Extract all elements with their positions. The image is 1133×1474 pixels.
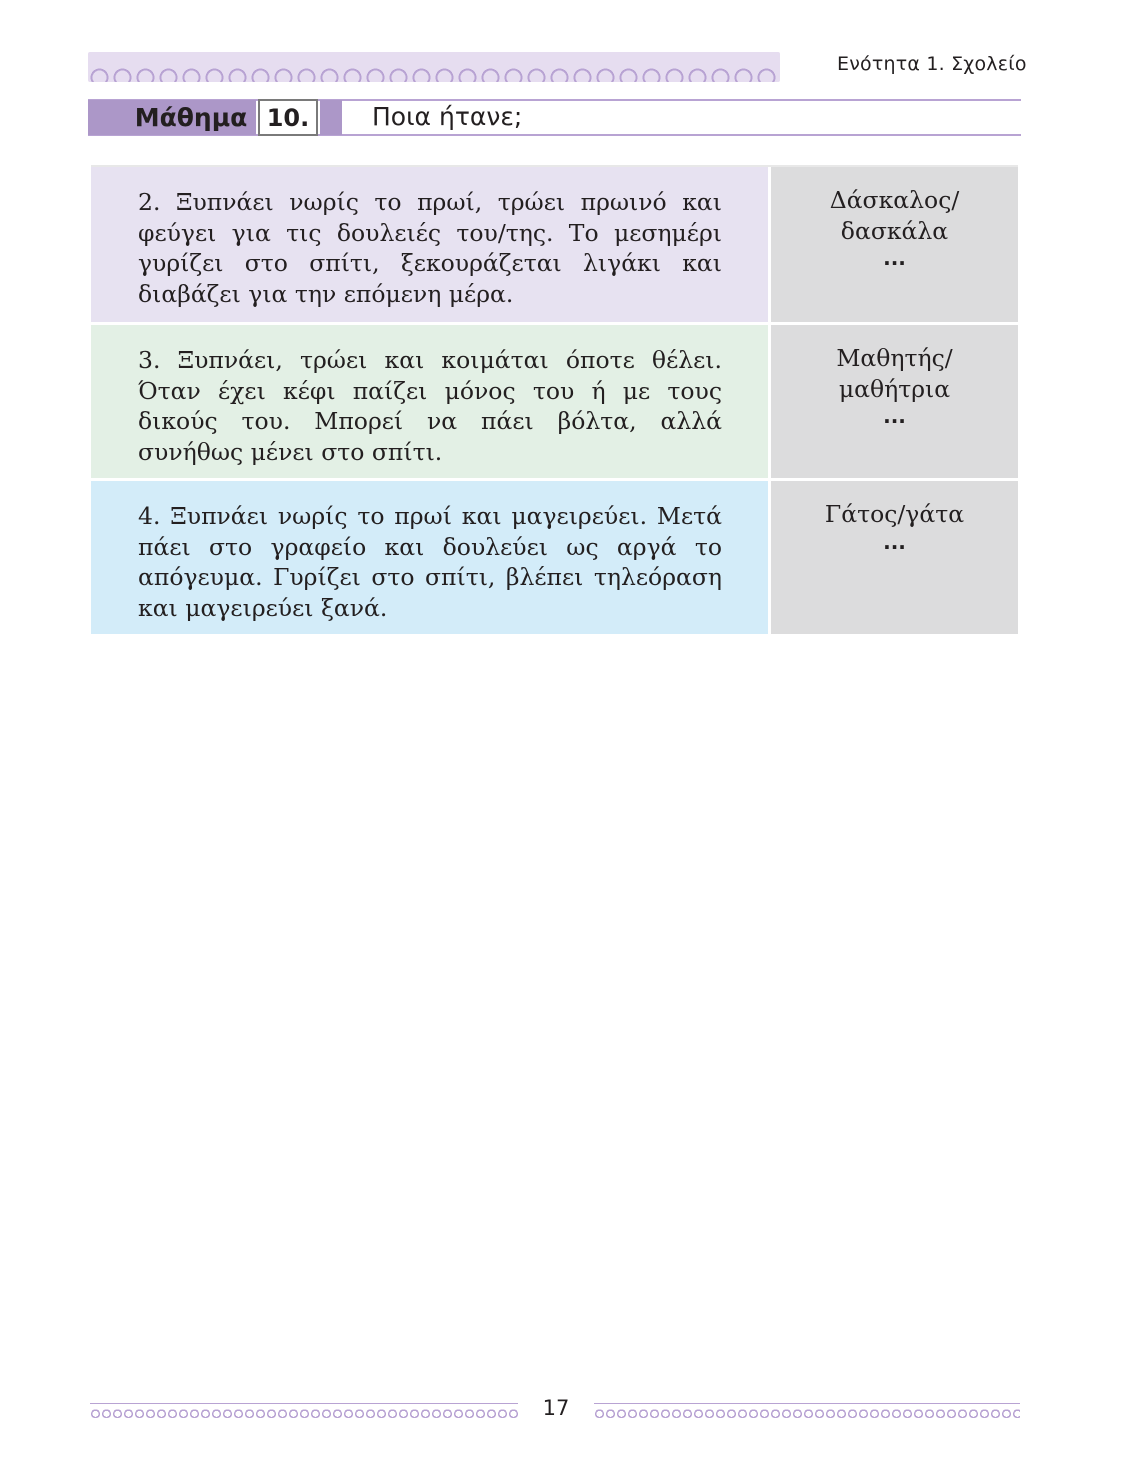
description-cell: 4. Ξυπνάει νωρίς το πρωί και μαγειρεύει. Μετά πάει στο γραφείο και δουλεύει ως αργά το απόγευμα. Γυρίζει στο σπίτι, βλέπει τηλεόραση και μαγειρεύει ξανά. <box>91 481 771 634</box>
lesson-bar-accent <box>320 100 342 135</box>
unit-label: Ενότητα 1. Σχολείο <box>837 53 1027 75</box>
description-cell: 2. Ξυπνάει νωρίς το πρωί, τρώει πρωινό και φεύγει για τις δουλειές του/της. Το μεσημέρι γυρίζει στο σπίτι, ξεκουράζεται λιγάκι και διαβάζει για την επόμενη μέρα. <box>91 167 771 322</box>
answer-cell <box>771 481 1018 634</box>
table-row <box>91 481 1018 637</box>
answer-line: Μαθητής/ <box>836 344 953 372</box>
exercise-table <box>91 165 1018 637</box>
answer-line: Δάσκαλος/ <box>829 186 960 214</box>
answer-cell <box>771 167 1018 322</box>
lesson-label-box <box>88 100 256 135</box>
footer-wave-border-right <box>594 1403 1020 1418</box>
answer-line: μαθήτρια <box>838 374 951 403</box>
table-row <box>91 165 1018 325</box>
answer-cell <box>771 325 1018 478</box>
lesson-title: Ποια ήτανε; <box>372 102 523 131</box>
answer-line: δασκάλα <box>840 216 949 245</box>
description-cell: 3. Ξυπνάει, τρώει και κοιμάται όποτε θέλει. Όταν έχει κέφι παίζει μόνος του ή με τους δικούς του. Μπορεί να πάει βόλτα, αλλά συνήθως μένει στο σπίτι. <box>91 325 771 478</box>
lesson-label: Μάθημα <box>134 103 248 132</box>
lesson-number: 10. <box>258 99 318 136</box>
answer-line: Γάτος/γάτα <box>824 500 965 528</box>
ellipsis: ... <box>883 246 906 270</box>
page-number: 17 <box>542 1396 570 1420</box>
footer-wave-border-left <box>90 1403 518 1418</box>
table-row <box>91 325 1018 481</box>
header-wave-border <box>88 52 780 82</box>
ellipsis: ... <box>883 529 906 554</box>
ellipsis: ... <box>883 404 906 428</box>
